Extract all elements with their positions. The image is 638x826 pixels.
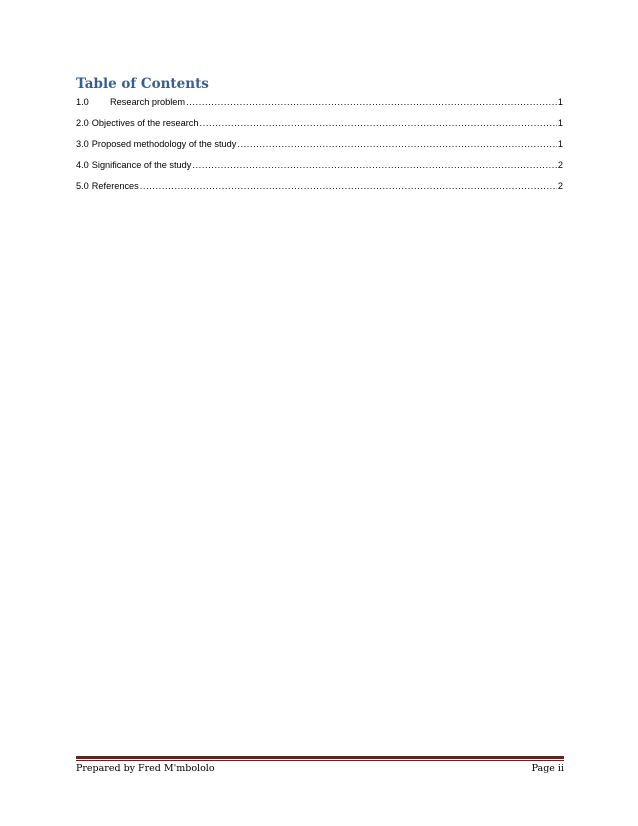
toc-entry-number: 5.0 [76, 181, 89, 191]
toc-dot-leader [192, 159, 557, 171]
toc-entry-number: 1.0 [76, 97, 89, 107]
toc-entry-research-problem[interactable] [76, 96, 563, 117]
footer-rule-thin [76, 760, 564, 761]
toc-dot-leader [200, 117, 557, 129]
footer-rule [76, 756, 564, 759]
toc-entry-references[interactable] [76, 180, 563, 201]
toc-entry-page: 2 [557, 160, 563, 170]
toc-dot-leader [186, 96, 557, 108]
toc-dot-leader [237, 138, 557, 150]
toc-entry-text: References [91, 181, 139, 191]
toc-list [76, 96, 563, 201]
toc-entry-number: 2.0 [76, 118, 89, 128]
toc-entry-page: 1 [557, 139, 563, 149]
toc-entry-page: 1 [557, 97, 563, 107]
toc-entry-text: Proposed methodology of the study [91, 139, 237, 149]
toc-entry-text: Significance of the study [91, 160, 192, 170]
toc-entry-page: 1 [557, 118, 563, 128]
toc-dot-leader [140, 180, 557, 192]
toc-entry-objectives[interactable] [76, 117, 563, 138]
toc-title: Table of Contents [76, 76, 209, 92]
toc-entry-number: 3.0 [76, 139, 89, 149]
toc-entry-text: Objectives of the research [91, 118, 199, 128]
toc-entry-text: Research problem [110, 97, 186, 107]
footer-author: Prepared by Fred M'mbololo [76, 763, 215, 774]
toc-entry-methodology[interactable] [76, 138, 563, 159]
footer-page-number: Page ii [531, 763, 564, 774]
toc-entry-significance[interactable] [76, 159, 563, 180]
toc-entry-page: 2 [557, 181, 563, 191]
toc-entry-number: 4.0 [76, 160, 89, 170]
